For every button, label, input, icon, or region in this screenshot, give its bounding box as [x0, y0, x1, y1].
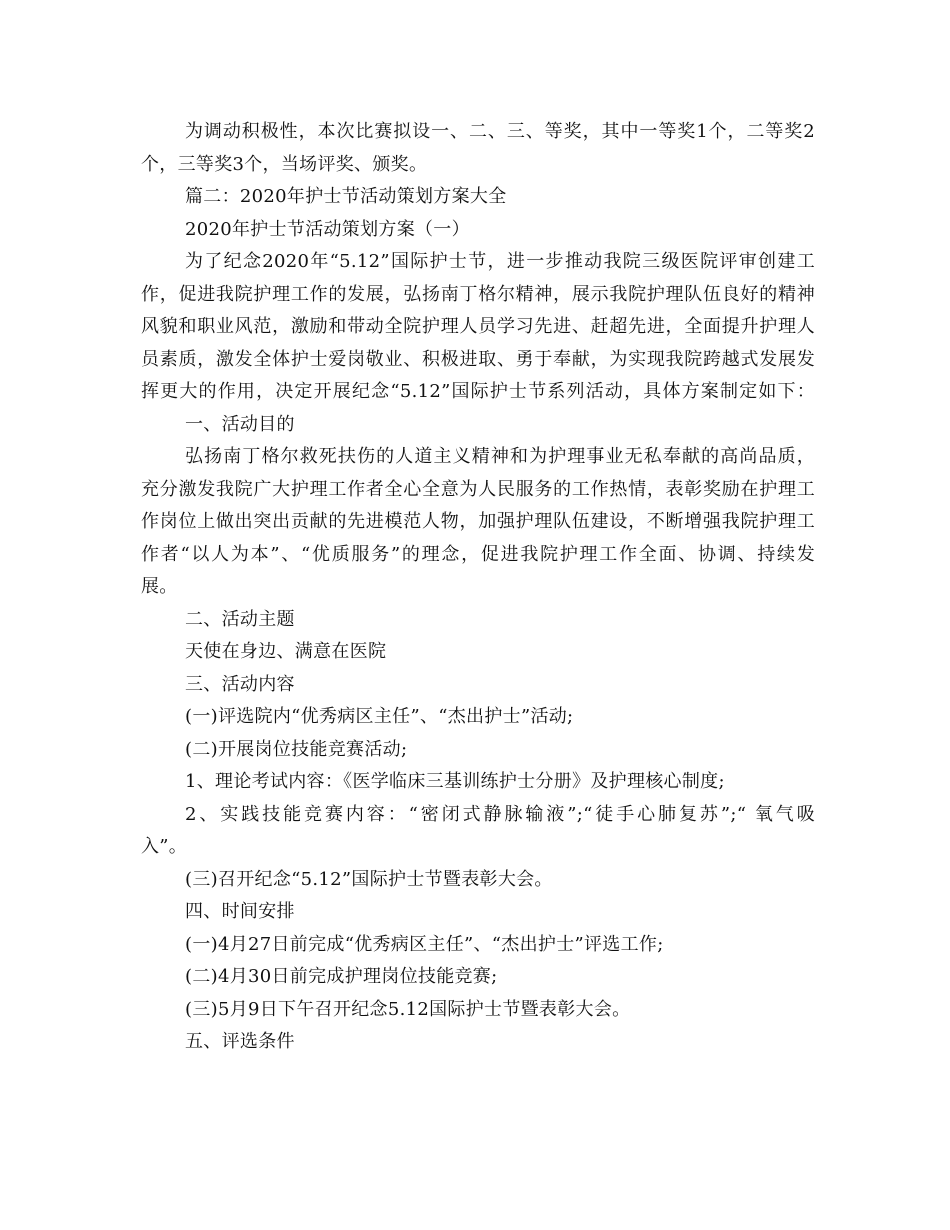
section-heading: 篇二：2020年护士节活动策划方案大全: [185, 186, 507, 207]
section-heading: 二、活动主题: [185, 608, 295, 630]
list-item: (三)5月9日下午召开纪念5.12国际护士节暨表彰大会。: [185, 998, 631, 1020]
list-item-continuation: 入”。: [141, 836, 188, 857]
subsection-heading: 2020年护士节活动策划方案（一）: [185, 218, 470, 240]
paragraph-line: 风貌和职业风范，激励和带动全院护理人员学习先进、赶超先进，全面提升护理人: [141, 316, 815, 337]
paragraph-line: 作岗位上做出突出贡献的先进模范人物，加强护理队伍建设，不断增强我院护理工: [141, 511, 815, 532]
document-body: [141, 116, 815, 1059]
paragraph-line: 充分激发我院广大护理工作者全心全意为人民服务的工作热情，表彰奖励在护理工: [141, 478, 815, 500]
list-item: 2、实践技能竞赛内容：“密闭式静脉输液”;“徒手心肺复苏”;“ 氧气吸: [185, 803, 815, 825]
paragraph-line: 个，三等奖3个，当场评奖、颁奖。: [141, 153, 428, 175]
section-heading: 三、活动内容: [185, 673, 295, 695]
list-item: (三)召开纪念“5.12”国际护士节暨表彰大会。: [185, 868, 553, 890]
paragraph-line: 展。: [141, 576, 178, 597]
list-item: (二)开展岗位技能竞赛活动;: [185, 738, 408, 760]
section-heading: 四、时间安排: [185, 901, 295, 922]
section-heading: 一、活动目的: [185, 413, 295, 435]
list-item: (一)4月27日前完成“优秀病区主任”、“杰出护士”评选工作;: [185, 933, 664, 955]
list-item: (一)评选院内“优秀病区主任”、“杰出护士”活动;: [185, 706, 574, 727]
paragraph-line: 作者“以人为本”、“优质服务”的理念，促进我院护理工作全面、协调、持续发: [141, 543, 815, 565]
paragraph-line: 挥更大的作用，决定开展纪念“5.12”国际护士节系列活动，具体方案制定如下：: [141, 381, 815, 402]
paragraph-line: 为调动积极性，本次比赛拟设一、二、三、等奖，其中一等奖1个，二等奖2: [185, 121, 815, 142]
paragraph-line: 员素质，激发全体护士爱岗敬业、积极进取、勇于奉献，为实现我院跨越式发展发: [141, 348, 815, 370]
list-item: 1、理论考试内容：《医学临床三基训练护士分册》及护理核心制度;: [185, 771, 725, 792]
paragraph-line: 弘扬南丁格尔救死扶伤的人道主义精神和为护理事业无私奉献的高尚品质，: [185, 446, 815, 467]
section-heading: 五、评选条件: [185, 1031, 295, 1052]
list-item: (二)4月30日前完成护理岗位技能竞赛;: [185, 966, 498, 987]
paragraph-line: 作，促进我院护理工作的发展，弘扬南丁格尔精神，展示我院护理队伍良好的精神: [141, 283, 815, 305]
paragraph-line: 为了纪念2020年“5.12”国际护士节，进一步推动我院三级医院评审创建工: [185, 251, 815, 272]
paragraph-line: 天使在身边、满意在医院: [185, 641, 387, 662]
